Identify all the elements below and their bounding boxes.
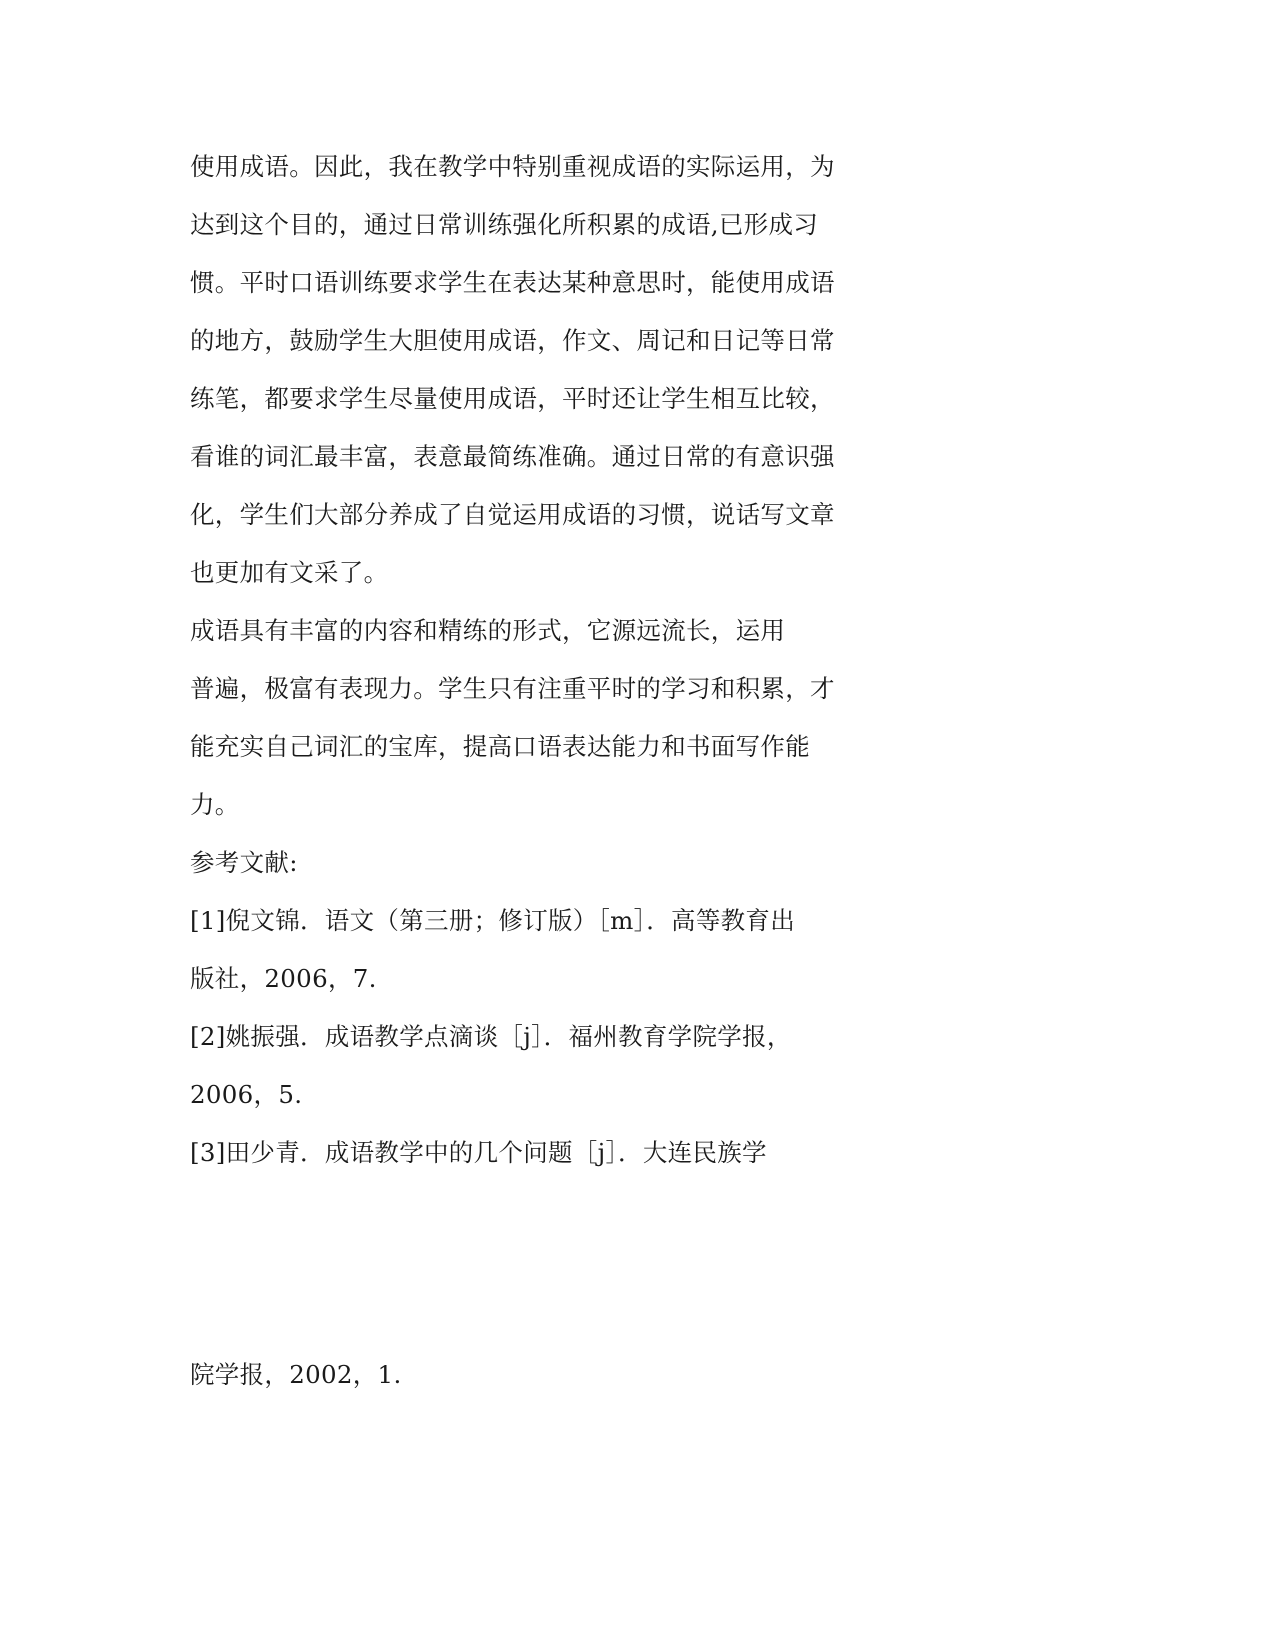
references-heading: 参考文献: [190, 848, 298, 877]
paragraph-1-line-8: 也更加有文采了。 [190, 558, 389, 587]
paragraph-1-line-2: 达到这个目的，通过日常训练强化所积累的成语,已形成习 [190, 210, 819, 239]
reference-3-line-1: [3]田少青．成语教学中的几个问题［j］．大连民族学 [190, 1138, 767, 1167]
reference-3-line-2: 院学报，2002，1. [190, 1360, 402, 1389]
reference-1-line-1: [1]倪文锦．语文（第三册；修订版）［m］．高等教育出 [190, 906, 796, 935]
paragraph-1-line-6: 看谁的词汇最丰富，表意最简练准确。通过日常的有意识强 [190, 442, 835, 471]
paragraph-1-line-7: 化，学生们大部分养成了自觉运用成语的习惯，说话写文章 [190, 500, 835, 529]
paragraph-1-line-4: 的地方，鼓励学生大胆使用成语，作文、周记和日记等日常 [190, 326, 835, 355]
paragraph-1-line-5: 练笔，都要求学生尽量使用成语，平时还让学生相互比较， [190, 384, 835, 413]
paragraph-2-line-1: 成语具有丰富的内容和精练的形式，它源远流长，运用 [190, 616, 786, 645]
paragraph-2-line-2: 普遍，极富有表现力。学生只有注重平时的学习和积累，才 [190, 674, 835, 703]
paragraph-1-line-3: 惯。平时口语训练要求学生在表达某种意思时，能使用成语 [190, 268, 835, 297]
paragraph-2-line-4: 力。 [190, 790, 240, 819]
paragraph-1-line-1: 使用成语。因此，我在教学中特别重视成语的实际运用，为 [190, 152, 835, 181]
paragraph-2-line-3: 能充实自己词汇的宝库，提高口语表达能力和书面写作能 [190, 732, 810, 761]
reference-1-line-2: 版社，2006，7. [190, 964, 377, 993]
reference-2-line-2: 2006，5. [190, 1080, 303, 1109]
reference-2-line-1: [2]姚振强．成语教学点滴谈［j］．福州教育学院学报， [190, 1022, 792, 1051]
